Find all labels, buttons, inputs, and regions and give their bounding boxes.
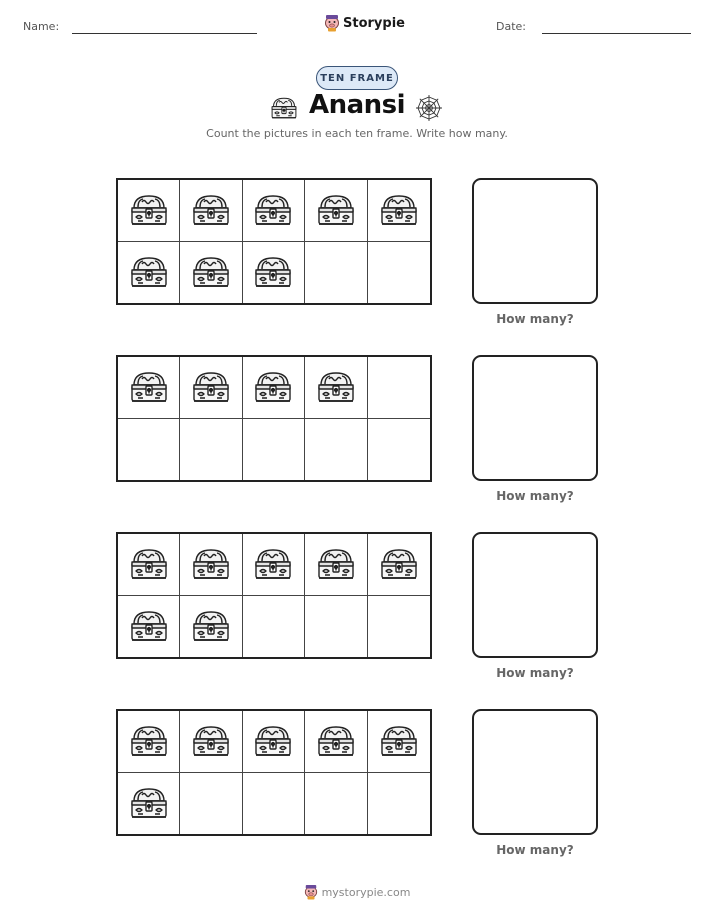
- ten-frame-cell: [243, 773, 305, 835]
- answer-box-1[interactable]: [472, 178, 598, 304]
- brand-logo: [324, 12, 405, 34]
- ten-frame-cell: [368, 242, 430, 304]
- ten-frame-cell: [305, 596, 367, 658]
- worksheet-type-badge: TEN FRAME: [316, 66, 398, 90]
- instructions: Count the pictures in each ten frame. Write how many.: [206, 127, 508, 140]
- treasure-chest-icon: [191, 254, 231, 290]
- ten-frame-cell: [118, 596, 180, 658]
- ten-frame-cell: [243, 596, 305, 658]
- spider-web-icon: [414, 93, 444, 123]
- ten-frame-cell: [305, 242, 367, 304]
- ten-frame-cell: [305, 773, 367, 835]
- page-title: Anansi: [308, 90, 406, 120]
- ten-frame-cell: [180, 534, 242, 596]
- answer-box-2[interactable]: [472, 355, 598, 481]
- ten-frame-cell: [118, 711, 180, 773]
- brand-name: Storypie: [343, 15, 405, 31]
- how-many-label-1: How many?: [496, 312, 574, 326]
- ten-frame-3: [116, 532, 432, 659]
- ten-frame-cell: [118, 534, 180, 596]
- ten-frame-cell: [368, 596, 430, 658]
- treasure-chest-icon: [191, 192, 231, 228]
- treasure-chest-icon: [253, 254, 293, 290]
- footer-site: mystorypie.com: [321, 885, 411, 899]
- ten-frame-cell: [305, 534, 367, 596]
- ten-frame-cell: [118, 773, 180, 835]
- treasure-chest-icon: [379, 192, 419, 228]
- ten-frame-2: [116, 355, 432, 482]
- ten-frame-cell: [180, 419, 242, 481]
- ten-frame-cell: [243, 711, 305, 773]
- ten-frame-cell: [180, 242, 242, 304]
- ten-frame-cell: [305, 357, 367, 419]
- answer-box-4[interactable]: [472, 709, 598, 835]
- ten-frame-cell: [243, 534, 305, 596]
- ten-frame-cell: [368, 357, 430, 419]
- ten-frame-cell: [305, 180, 367, 242]
- ten-frame-cell: [368, 711, 430, 773]
- treasure-chest-icon: [316, 546, 356, 582]
- date-label: Date:: [496, 20, 526, 33]
- treasure-chest-icon: [129, 192, 169, 228]
- treasure-chest-icon: [253, 192, 293, 228]
- ten-frame-cell: [305, 419, 367, 481]
- ten-frame-cell: [118, 242, 180, 304]
- treasure-chest-icon: [129, 254, 169, 290]
- treasure-chest-icon: [253, 369, 293, 405]
- answer-box-3[interactable]: [472, 532, 598, 658]
- treasure-chest-icon: [191, 723, 231, 759]
- storypie-pig-icon: [304, 884, 318, 900]
- ten-frame-cell: [180, 180, 242, 242]
- ten-frame-cell: [180, 357, 242, 419]
- how-many-label-4: How many?: [496, 843, 574, 857]
- how-many-label-2: How many?: [496, 489, 574, 503]
- date-line[interactable]: [542, 33, 691, 34]
- treasure-chest-icon: [316, 369, 356, 405]
- ten-frame-cell: [305, 711, 367, 773]
- ten-frame-cell: [118, 180, 180, 242]
- ten-frame-cell: [243, 180, 305, 242]
- storypie-pig-icon: [324, 14, 340, 32]
- ten-frame-cell: [118, 357, 180, 419]
- treasure-chest-icon: [129, 546, 169, 582]
- treasure-chest-icon: [191, 546, 231, 582]
- ten-frame-cell: [180, 596, 242, 658]
- name-line[interactable]: [72, 33, 257, 34]
- ten-frame-cell: [243, 242, 305, 304]
- ten-frame-cell: [243, 419, 305, 481]
- footer: [0, 884, 714, 900]
- name-label: Name:: [23, 20, 60, 33]
- ten-frame-cell: [118, 419, 180, 481]
- treasure-chest-icon: [379, 723, 419, 759]
- treasure-chest-icon: [316, 192, 356, 228]
- treasure-chest-icon: [129, 608, 169, 644]
- treasure-chest-icon: [316, 723, 356, 759]
- treasure-chest-icon: [253, 546, 293, 582]
- treasure-chest-icon: [129, 785, 169, 821]
- ten-frame-cell: [368, 773, 430, 835]
- ten-frame-cell: [368, 180, 430, 242]
- treasure-chest-icon: [129, 723, 169, 759]
- treasure-chest-icon: [379, 546, 419, 582]
- ten-frame-4: [116, 709, 432, 836]
- treasure-chest-icon: [191, 608, 231, 644]
- ten-frame-cell: [368, 419, 430, 481]
- treasure-chest-icon: [253, 723, 293, 759]
- ten-frame-cell: [180, 711, 242, 773]
- ten-frame-cell: [368, 534, 430, 596]
- treasure-chest-icon: [129, 369, 169, 405]
- ten-frame-cell: [180, 773, 242, 835]
- ten-frame-1: [116, 178, 432, 305]
- treasure-chest-icon: [191, 369, 231, 405]
- how-many-label-3: How many?: [496, 666, 574, 680]
- ten-frame-cell: [243, 357, 305, 419]
